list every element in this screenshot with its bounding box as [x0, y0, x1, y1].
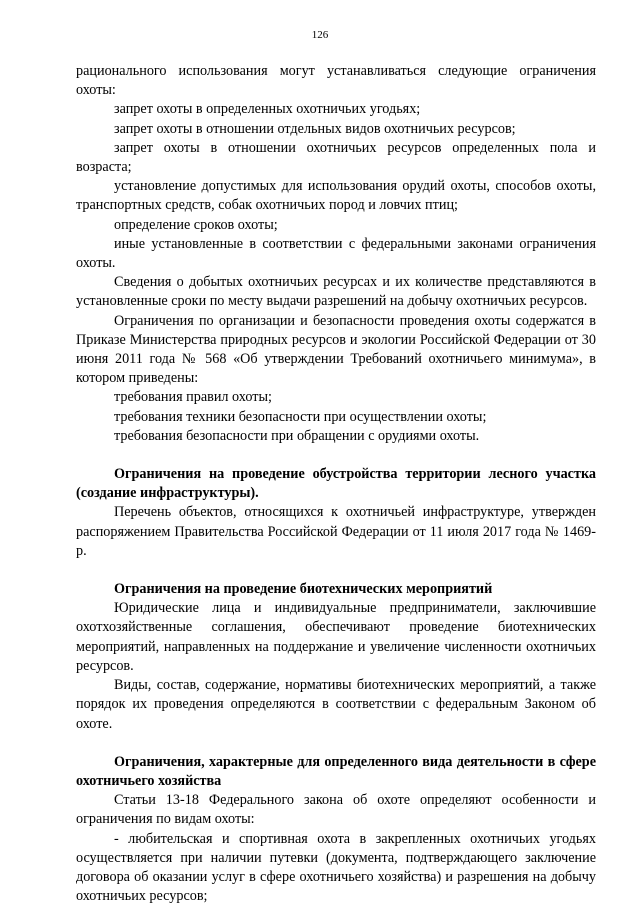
section-spacer [76, 561, 596, 580]
list-item: установление допустимых для использования орудий охоты, способов охоты, транспортных средств, собак охотничьих пород и ловчих птиц; [76, 178, 596, 214]
list-item: требования безопасности при обращении с орудиями охоты. [114, 427, 480, 444]
section-spacer [76, 734, 596, 753]
document-body [76, 62, 596, 906]
list-item: запрет охоты в отношении охотничьих ресурсов определенных пола и возраста; [76, 139, 596, 176]
paragraph: Юридические лица и индивидуальные предприниматели, заключившие охотхозяйственные соглашения, обеспечивают проведение биотехнических мероприятий, направленных на поддержание и увеличение численности охотничьих ресурсов. [76, 600, 596, 674]
page-number: 126 [311, 29, 329, 41]
section-heading-activity: Ограничения, характерные для определенного вида деятельности в сфере охотничьего хозяйства [76, 753, 596, 789]
paragraph: Виды, состав, содержание, нормативы биотехнических мероприятий, а также порядок их проведения определяются в соответствии с федеральным Законом об охоте. [76, 677, 596, 732]
paragraph: - любительская и спортивная охота в закрепленных охотничьих угодьях осуществляется при наличии путевки (документа, подтверждающего заключение договора об оказании услуг в сфере охотничьего хозяйства) и разрешения на добычу охотничьих ресурсов; [76, 830, 596, 905]
list-item: требования техники безопасности при осуществлении охоты; [114, 408, 487, 425]
section-heading-biotechnical: Ограничения на проведение биотехнических мероприятий [114, 581, 493, 598]
list-item: запрет охоты в отношении отдельных видов охотничьих ресурсов; [114, 120, 516, 137]
section-spacer [76, 446, 596, 465]
list-item: иные установленные в соответствии с федеральными законами ограничения охоты. [76, 235, 596, 272]
paragraph: рационального использования могут устанавливаться следующие ограничения охоты: [76, 63, 596, 99]
paragraph: Сведения о добытых охотничьих ресурсах и их количестве представляются в установленные сроки по месту выдачи разрешений на добычу охотничьих ресурсов. [76, 274, 596, 310]
paragraph: Статьи 13-18 Федерального закона об охоте определяют особенности и ограничения по видам охоты: [76, 792, 596, 828]
paragraph: Ограничения по организации и безопасности проведения охоты содержатся в Приказе Министерства природных ресурсов и экологии Российской Федерации от 30 июня 2011 года № 568 «Об утверждении Требований охотничьего минимума», в котором приведены: [76, 312, 596, 387]
list-item: требования правил охоты; [114, 389, 272, 406]
section-heading-infrastructure: Ограничения на проведение обустройства территории лесного участка (создание инфраструктуры). [76, 466, 596, 502]
list-item: запрет охоты в определенных охотничьих угодьях; [114, 101, 421, 118]
list-item: определение сроков охоты; [114, 216, 278, 233]
paragraph: Перечень объектов, относящихся к охотничьей инфраструктуре, утвержден распоряжением Правительства Российской Федерации от 11 июля 2017 года № 1469-р. [76, 504, 596, 559]
